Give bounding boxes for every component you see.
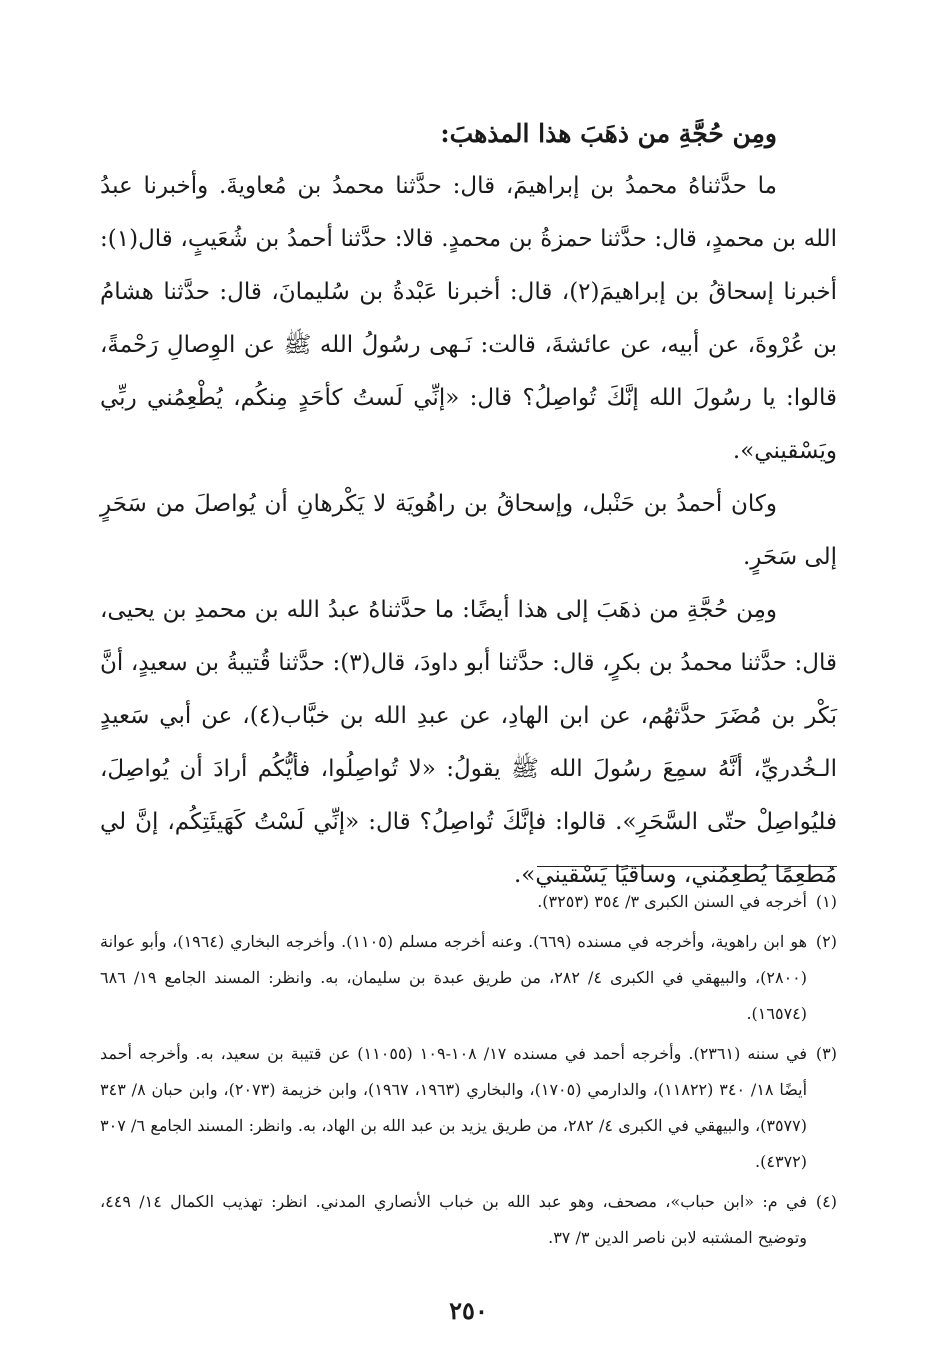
footnote-number: (٤) <box>815 1192 837 1211</box>
page-number: ٢٥٠ <box>449 1296 488 1325</box>
section-heading: ومِن حُجَّةِ من ذهَبَ هذا المذهبَ: <box>440 119 777 148</box>
footnote-4 <box>100 1184 837 1256</box>
main-text <box>100 108 837 902</box>
footnote-number: (٣) <box>815 1044 837 1063</box>
footnote-1 <box>100 884 837 920</box>
footnotes <box>100 884 837 1260</box>
paragraph-1: ما حدَّثناهُ محمدُ بن إبراهيمَ، قال: حدَّثنا محمدُ بن مُعاويةَ. وأخبرنا عبدُ الله بن محمدٍ، قال: حدَّثنا حمزةُ بن محمدٍ. قالا: حدَّثنا أحمدُ بن شُعَيبٍ، قال(١): أخبرنا إسحاقُ بن إبراهيمَ(٢)، قال: أخبرنا عَبْدةُ بن سُليمانَ، قال: حدَّثنا هشامُ بن عُرْوةَ، عن أبيه، عن عائشةَ، قالت: نَـهى رسُولُ الله ﷺ عن الوِصالِ رَحْمةً، قالوا: يا رسُولَ الله إنَّكَ تُواصِلُ؟ قال: «إنِّي لَستُ كأحَدٍ مِنكُم، يُطْعِمُني ربِّي ويَسْقيني». <box>100 173 837 464</box>
footnote-number: (٢) <box>815 932 837 951</box>
footnote-2 <box>100 924 837 1032</box>
paragraph-2: وكان أحمدُ بن حَنْبل، وإسحاقُ بن راهُويَة لا يَكْرهانِ أن يُواصلَ من سَحَرٍ إلى سَحَرٍ. <box>100 491 837 570</box>
footnote-text: في م: «ابن حباب»، مصحف، وهو عبد الله بن خباب الأنصاري المدني. انظر: تهذيب الكمال ١٤/ ٤٤٩، وتوضيح المشتبه لابن ناصر الدين ٣/ ٣٧. <box>100 1192 808 1247</box>
footnote-text: في سننه (٢٣٦١). وأخرجه أحمد في مسنده ١٧/ ١٠٨-١٠٩ (١١٠٥٥) عن قتيبة بن سعيد، به. وأخرجه أحمد أيضًا ١٨/ ٣٤٠ (١١٨٢٢)، والدارمي (١٧٠٥)، والبخاري (١٩٦٣، ١٩٦٧)، وابن خزيمة (٢٠٧٣)، وابن حبان ٨/ ٣٤٣ (٣٥٧٧)، والبيهقي في الكبرى ٤/ ٢٨٢، من طريق يزيد بن عبد الله بن الهاد، به. وانظر: المسند الجامع ٦/ ٣٠٧ (٤٣٧٢). <box>100 1044 808 1171</box>
footnote-text: هو ابن راهوية، وأخرجه في مسنده (٦٦٩). وعنه أخرجه مسلم (١١٠٥). وأخرجه البخاري (١٩٦٤)، وأبو عوانة (٢٨٠٠)، والبيهقي في الكبرى ٤/ ٢٨٢، من طريق عبدة بن سليمان، به. وانظر: المسند الجامع ١٩/ ٦٨٦ (١٦٥٧٤). <box>100 932 808 1023</box>
footnote-text: أخرجه في السنن الكبرى ٣/ ٣٥٤ (٣٢٥٣). <box>537 892 807 911</box>
footnote-3 <box>100 1036 837 1180</box>
paragraph-3: ومِن حُجَّةِ من ذهَبَ إلى هذا أيضًا: ما حدَّثناهُ عبدُ الله بن محمدِ بن يحيى، قال: حدَّثنا محمدُ بن بكرٍ، قال: حدَّثنا أبو داودَ، قال(٣): حدَّثنا قُتيبةُ بن سعيدٍ، أنَّ بَكْر بن مُضَرَ حدَّثهُم، عن ابن الهادِ، عن عبدِ الله بن خبَّاب(٤)، عن أبي سَعيدٍ الـخُدريِّ، أنَّهُ سمِعَ رسُولَ الله ﷺ يقولُ: «لا تُواصِلُوا، فأيُّكُم أرادَ أن يُواصِلَ، فليُواصِلْ حتّى السَّحَرِ». قالوا: فإنَّكَ تُواصِلُ؟ قال: «إنِّي لَسْتُ كَهَيئَتِكُم، إنَّ لي مُطعِمًا يُطعِمُني، وساقيًا يَسْقيني». <box>100 597 838 888</box>
footnote-divider <box>537 866 837 867</box>
footnote-number: (١) <box>815 892 837 911</box>
